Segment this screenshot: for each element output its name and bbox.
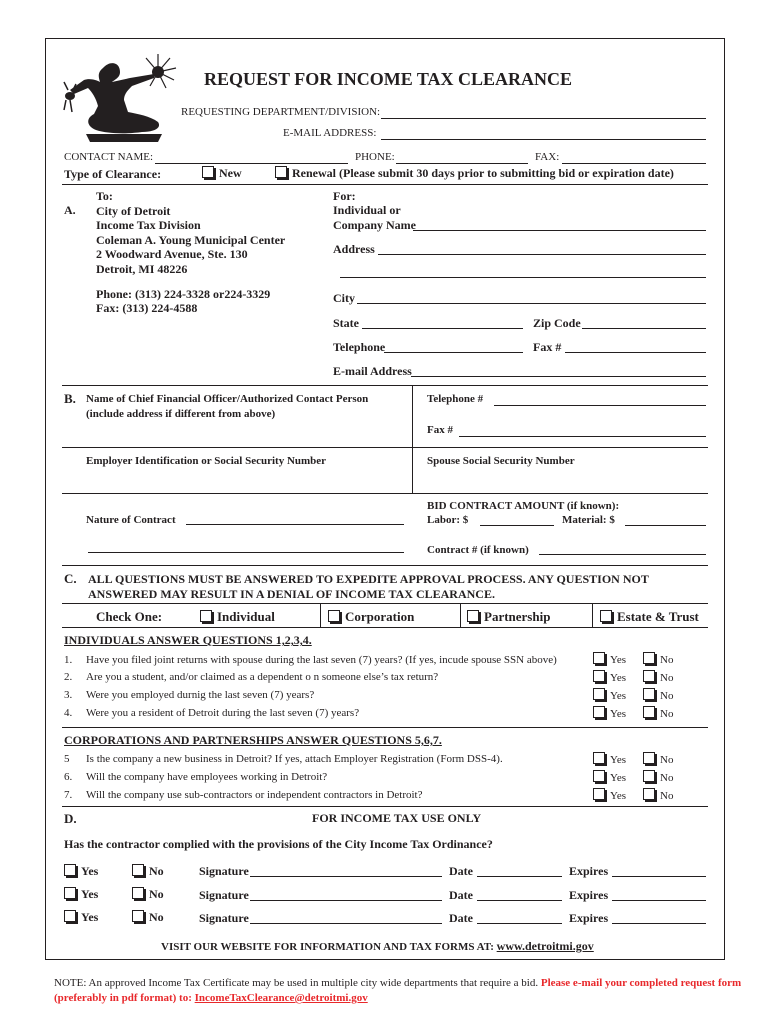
- question-text: Are you a student, and/or claimed as a dependent o n someone else’s tax return?: [86, 671, 439, 683]
- email-field[interactable]: [381, 139, 706, 140]
- corporation-checkbox[interactable]: [328, 609, 414, 625]
- requesting-dept-field[interactable]: [381, 118, 706, 119]
- no-label: No: [660, 690, 674, 702]
- to-line: To:: [96, 189, 113, 203]
- checkbox-icon: [643, 752, 655, 764]
- compliance-question: Has the contractor complied with the provisions of the City Income Tax Ordinance?: [64, 837, 493, 851]
- b-telephone-field[interactable]: [494, 405, 706, 406]
- estate-trust-checkbox[interactable]: [600, 609, 699, 625]
- checkbox-icon: [643, 770, 655, 782]
- date-label: Date: [449, 888, 473, 902]
- question-number: 2.: [64, 671, 73, 683]
- checkbox-icon: [593, 770, 605, 782]
- contact-name-field[interactable]: [155, 163, 348, 164]
- page-title: REQUEST FOR INCOME TAX CLEARANCE: [204, 69, 573, 89]
- date-field[interactable]: [477, 876, 562, 877]
- d-row1-no[interactable]: [132, 864, 164, 879]
- checkbox-icon: [593, 652, 605, 664]
- city-label: City: [333, 291, 355, 305]
- address-field[interactable]: [378, 254, 706, 255]
- q2-no[interactable]: [643, 670, 673, 684]
- material-field[interactable]: [625, 525, 706, 526]
- to-line: Detroit, MI 48226: [96, 261, 188, 276]
- checkbox-icon: [593, 788, 605, 800]
- cfo-label-1: Name of Chief Financial Officer/Authorized Contact Person: [86, 393, 369, 405]
- individual-or-label: Individual or: [333, 203, 401, 217]
- nature-label: Nature of Contract: [86, 514, 176, 526]
- individual-label: Individual: [217, 609, 275, 624]
- checkbox-icon: [643, 670, 655, 682]
- signature-label: Signature: [199, 911, 249, 925]
- q4-yes[interactable]: [593, 706, 626, 720]
- q4-no[interactable]: [643, 706, 673, 720]
- telephone-label: Telephone: [333, 340, 386, 354]
- no-label: No: [660, 672, 674, 684]
- date-label: Date: [449, 864, 473, 878]
- question-number: 4.: [64, 707, 73, 719]
- check-one-label: Check One:: [96, 609, 163, 624]
- date-field[interactable]: [477, 923, 562, 924]
- q1-no[interactable]: [643, 652, 673, 666]
- no-label: No: [149, 864, 164, 878]
- spouse-ssn-label: Spouse Social Security Number: [427, 455, 575, 467]
- checkbox-icon: [328, 610, 340, 622]
- yes-label: Yes: [81, 910, 99, 924]
- to-line: City of Detroit: [96, 203, 171, 218]
- expires-label: Expires: [569, 864, 609, 878]
- partnership-label: Partnership: [484, 609, 551, 624]
- address-label: Address: [333, 242, 375, 256]
- company-name-label: Company Name: [333, 218, 416, 232]
- divider: [62, 727, 708, 728]
- box-divider: [460, 603, 461, 627]
- section-b-letter: B.: [64, 391, 76, 406]
- yes-label: Yes: [610, 654, 627, 666]
- estate-trust-label: Estate & Trust: [617, 609, 699, 624]
- individuals-heading: INDIVIDUALS ANSWER QUESTIONS 1,2,3,4.: [64, 633, 312, 647]
- q3-yes[interactable]: [593, 688, 626, 702]
- question-text: Were you employed durnig the last seven (7) years?: [86, 689, 315, 701]
- yes-label: Yes: [81, 864, 99, 878]
- checkbox-icon: [132, 887, 144, 899]
- checkbox-icon: [643, 788, 655, 800]
- fax-label: FAX:: [535, 151, 560, 163]
- fax-no-field[interactable]: [565, 352, 706, 353]
- no-label: No: [660, 654, 674, 666]
- for-label: For:: [333, 189, 356, 203]
- checkbox-icon: [593, 670, 605, 682]
- box-divider: [592, 603, 593, 627]
- expires-field[interactable]: [612, 876, 706, 877]
- notice-line-2: ANSWERED MAY RESULT IN A DENIAL OF INCOME TAX CLEARANCE.: [88, 587, 495, 601]
- checkbox-icon: [600, 610, 612, 622]
- a-email-field[interactable]: [411, 376, 706, 377]
- question-number: 1.: [64, 654, 73, 666]
- no-label: No: [660, 772, 674, 784]
- contact-name-label: CONTACT NAME:: [64, 151, 154, 163]
- question-number: 5: [64, 753, 70, 765]
- spirit-of-detroit-logo: [58, 50, 188, 145]
- website-link[interactable]: www.detroitmi.gov: [496, 939, 594, 953]
- individual-checkbox[interactable]: [200, 609, 275, 625]
- section-a-letter: A.: [64, 203, 76, 217]
- b-telephone-label: Telephone #: [427, 393, 484, 405]
- d-row1-yes[interactable]: [64, 864, 98, 879]
- telephone-field[interactable]: [384, 352, 523, 353]
- checkbox-icon: [593, 688, 605, 700]
- no-label: No: [149, 910, 164, 924]
- q6-no[interactable]: [643, 770, 673, 784]
- question-number: 3.: [64, 689, 73, 701]
- tax-use-heading: FOR INCOME TAX USE ONLY: [312, 811, 482, 825]
- checkbox-icon: [132, 864, 144, 876]
- checkbox-icon: [64, 910, 76, 922]
- ein-label: Employer Identification or Social Security Number: [86, 455, 327, 467]
- note-text: NOTE: An approved Income Tax Certificate may be used in multiple city wide departments that require a bid.: [54, 977, 539, 989]
- fax-field[interactable]: [562, 163, 706, 164]
- phone-field[interactable]: [396, 163, 528, 164]
- divider: [62, 493, 708, 494]
- checkbox-icon: [275, 166, 287, 178]
- visit-label: VISIT OUR WEBSITE FOR INFORMATION AND TAX FORMS AT:: [161, 941, 494, 953]
- question-text: Have you filed joint returns with spouse during the last seven (7) years? (If yes, incude spouse SSN above): [86, 654, 557, 666]
- to-line: Coleman A. Young Municipal Center: [96, 232, 286, 247]
- nature-field[interactable]: [186, 524, 404, 525]
- question-number: 7.: [64, 789, 73, 801]
- no-label: No: [660, 708, 674, 720]
- date-label: Date: [449, 911, 473, 925]
- checkbox-icon: [202, 166, 214, 178]
- section-c-letter: C.: [64, 571, 77, 586]
- divider: [62, 565, 708, 566]
- no-label: No: [149, 887, 164, 901]
- checkbox-icon: [593, 706, 605, 718]
- company-name-field[interactable]: [413, 230, 706, 231]
- question-number: 6.: [64, 771, 73, 783]
- phone-label: PHONE:: [355, 151, 395, 163]
- zip-label: Zip Code: [533, 316, 581, 330]
- partnership-checkbox[interactable]: [467, 609, 550, 625]
- checkbox-icon: [64, 887, 76, 899]
- to-line: Income Tax Division: [96, 218, 201, 232]
- zip-field[interactable]: [582, 328, 706, 329]
- cfo-label-2: (include address if different from above): [86, 408, 276, 420]
- q7-yes[interactable]: [593, 788, 626, 802]
- signature-label: Signature: [199, 888, 249, 902]
- email-link[interactable]: IncomeTaxClearance@detroitmi.gov: [194, 992, 368, 1004]
- q6-yes[interactable]: [593, 770, 626, 784]
- requesting-dept-label: REQUESTING DEPARTMENT/DIVISION:: [181, 106, 381, 118]
- q5-no[interactable]: [643, 752, 673, 766]
- labor-field[interactable]: [480, 525, 554, 526]
- d-row2-yes[interactable]: [64, 887, 98, 902]
- visit-website: [161, 939, 594, 954]
- no-label: No: [660, 790, 674, 802]
- expires-label: Expires: [569, 888, 609, 902]
- q5-yes[interactable]: [593, 752, 626, 766]
- divider: [62, 806, 708, 807]
- checkbox-icon: [643, 652, 655, 664]
- expires-field[interactable]: [612, 923, 706, 924]
- yes-label: Yes: [81, 887, 99, 901]
- signature-field[interactable]: [250, 876, 442, 877]
- new-checkbox[interactable]: [202, 166, 242, 181]
- address-field-2[interactable]: [340, 277, 706, 278]
- b-fax-field[interactable]: [459, 436, 706, 437]
- checkbox-icon: [132, 910, 144, 922]
- city-fax: Fax: (313) 224-4588: [96, 301, 198, 315]
- expires-field[interactable]: [612, 900, 706, 901]
- signature-label: Signature: [199, 864, 249, 878]
- bid-amount-label: BID CONTRACT AMOUNT (if known):: [427, 500, 620, 512]
- signature-field[interactable]: [250, 900, 442, 901]
- material-label: Material: $: [562, 514, 615, 526]
- date-field[interactable]: [477, 900, 562, 901]
- city-field[interactable]: [357, 303, 706, 304]
- checkbox-icon: [467, 610, 479, 622]
- divider: [62, 184, 708, 185]
- question-text: Will the company have employees working in Detroit?: [86, 771, 328, 783]
- question-text: Will the company use sub-contractors or independent contractors in Detroit?: [86, 789, 423, 801]
- b-fax-label: Fax #: [427, 424, 453, 436]
- labor-label: Labor: $: [427, 514, 469, 526]
- contract-no-label: Contract # (if known): [427, 544, 529, 556]
- divider: [62, 603, 708, 604]
- checkbox-icon: [643, 688, 655, 700]
- checkbox-icon: [593, 752, 605, 764]
- renewal-checkbox[interactable]: [275, 166, 674, 181]
- question-text: Were you a resident of Detroit during the last seven (7) years?: [86, 707, 360, 719]
- to-address: [96, 189, 285, 276]
- d-row3-no[interactable]: [132, 910, 164, 925]
- d-row3-yes[interactable]: [64, 910, 98, 925]
- a-email-label: E-mail Address: [333, 364, 412, 378]
- footer-note: [54, 976, 744, 1006]
- state-field[interactable]: [362, 328, 523, 329]
- yes-label: Yes: [610, 690, 627, 702]
- checkbox-icon: [64, 864, 76, 876]
- yes-label: Yes: [610, 754, 627, 766]
- divider: [62, 627, 708, 628]
- renewal-label: Renewal (Please submit 30 days prior to submitting bid or expiration date): [292, 166, 674, 180]
- q7-no[interactable]: [643, 788, 673, 802]
- d-row2-no[interactable]: [132, 887, 164, 902]
- state-label: State: [333, 316, 359, 330]
- q2-yes[interactable]: [593, 670, 626, 684]
- to-line: 2 Woodward Avenue, Ste. 130: [96, 247, 248, 261]
- question-text: Is the company a new business in Detroit? If yes, attach Employer Registration (Form DSS-4).: [86, 753, 503, 765]
- checkbox-icon: [643, 706, 655, 718]
- notice-line-1: ALL QUESTIONS MUST BE ANSWERED TO EXPEDITE APPROVAL PROCESS. ANY QUESTION NOT: [88, 572, 649, 586]
- column-divider: [412, 385, 413, 493]
- divider: [62, 385, 708, 386]
- corporation-label: Corporation: [345, 609, 415, 624]
- signature-field[interactable]: [250, 923, 442, 924]
- type-of-clearance-label: Type of Clearance:: [64, 167, 162, 181]
- note-request: Please e-mail your completed request form (preferably in pdf format) to:: [54, 977, 742, 1004]
- yes-label: Yes: [610, 672, 627, 684]
- new-label: New: [219, 166, 242, 180]
- email-label: E-MAIL ADDRESS:: [283, 127, 377, 139]
- corporations-heading: CORPORATIONS AND PARTNERSHIPS ANSWER QUESTIONS 5,6,7.: [64, 733, 442, 747]
- q3-no[interactable]: [643, 688, 673, 702]
- yes-label: Yes: [610, 790, 627, 802]
- city-phone: Phone: (313) 224-3328 or224-3329: [96, 287, 271, 301]
- divider: [62, 447, 708, 448]
- fax-no-label: Fax #: [533, 340, 562, 354]
- q1-yes[interactable]: [593, 652, 626, 666]
- box-divider: [320, 603, 321, 627]
- no-label: No: [660, 754, 674, 766]
- yes-label: Yes: [610, 772, 627, 784]
- yes-label: Yes: [610, 708, 627, 720]
- checkbox-icon: [200, 610, 212, 622]
- expires-label: Expires: [569, 911, 609, 925]
- nature-field-2[interactable]: [88, 552, 404, 553]
- section-d-letter: D.: [64, 811, 77, 826]
- contract-no-field[interactable]: [539, 554, 706, 555]
